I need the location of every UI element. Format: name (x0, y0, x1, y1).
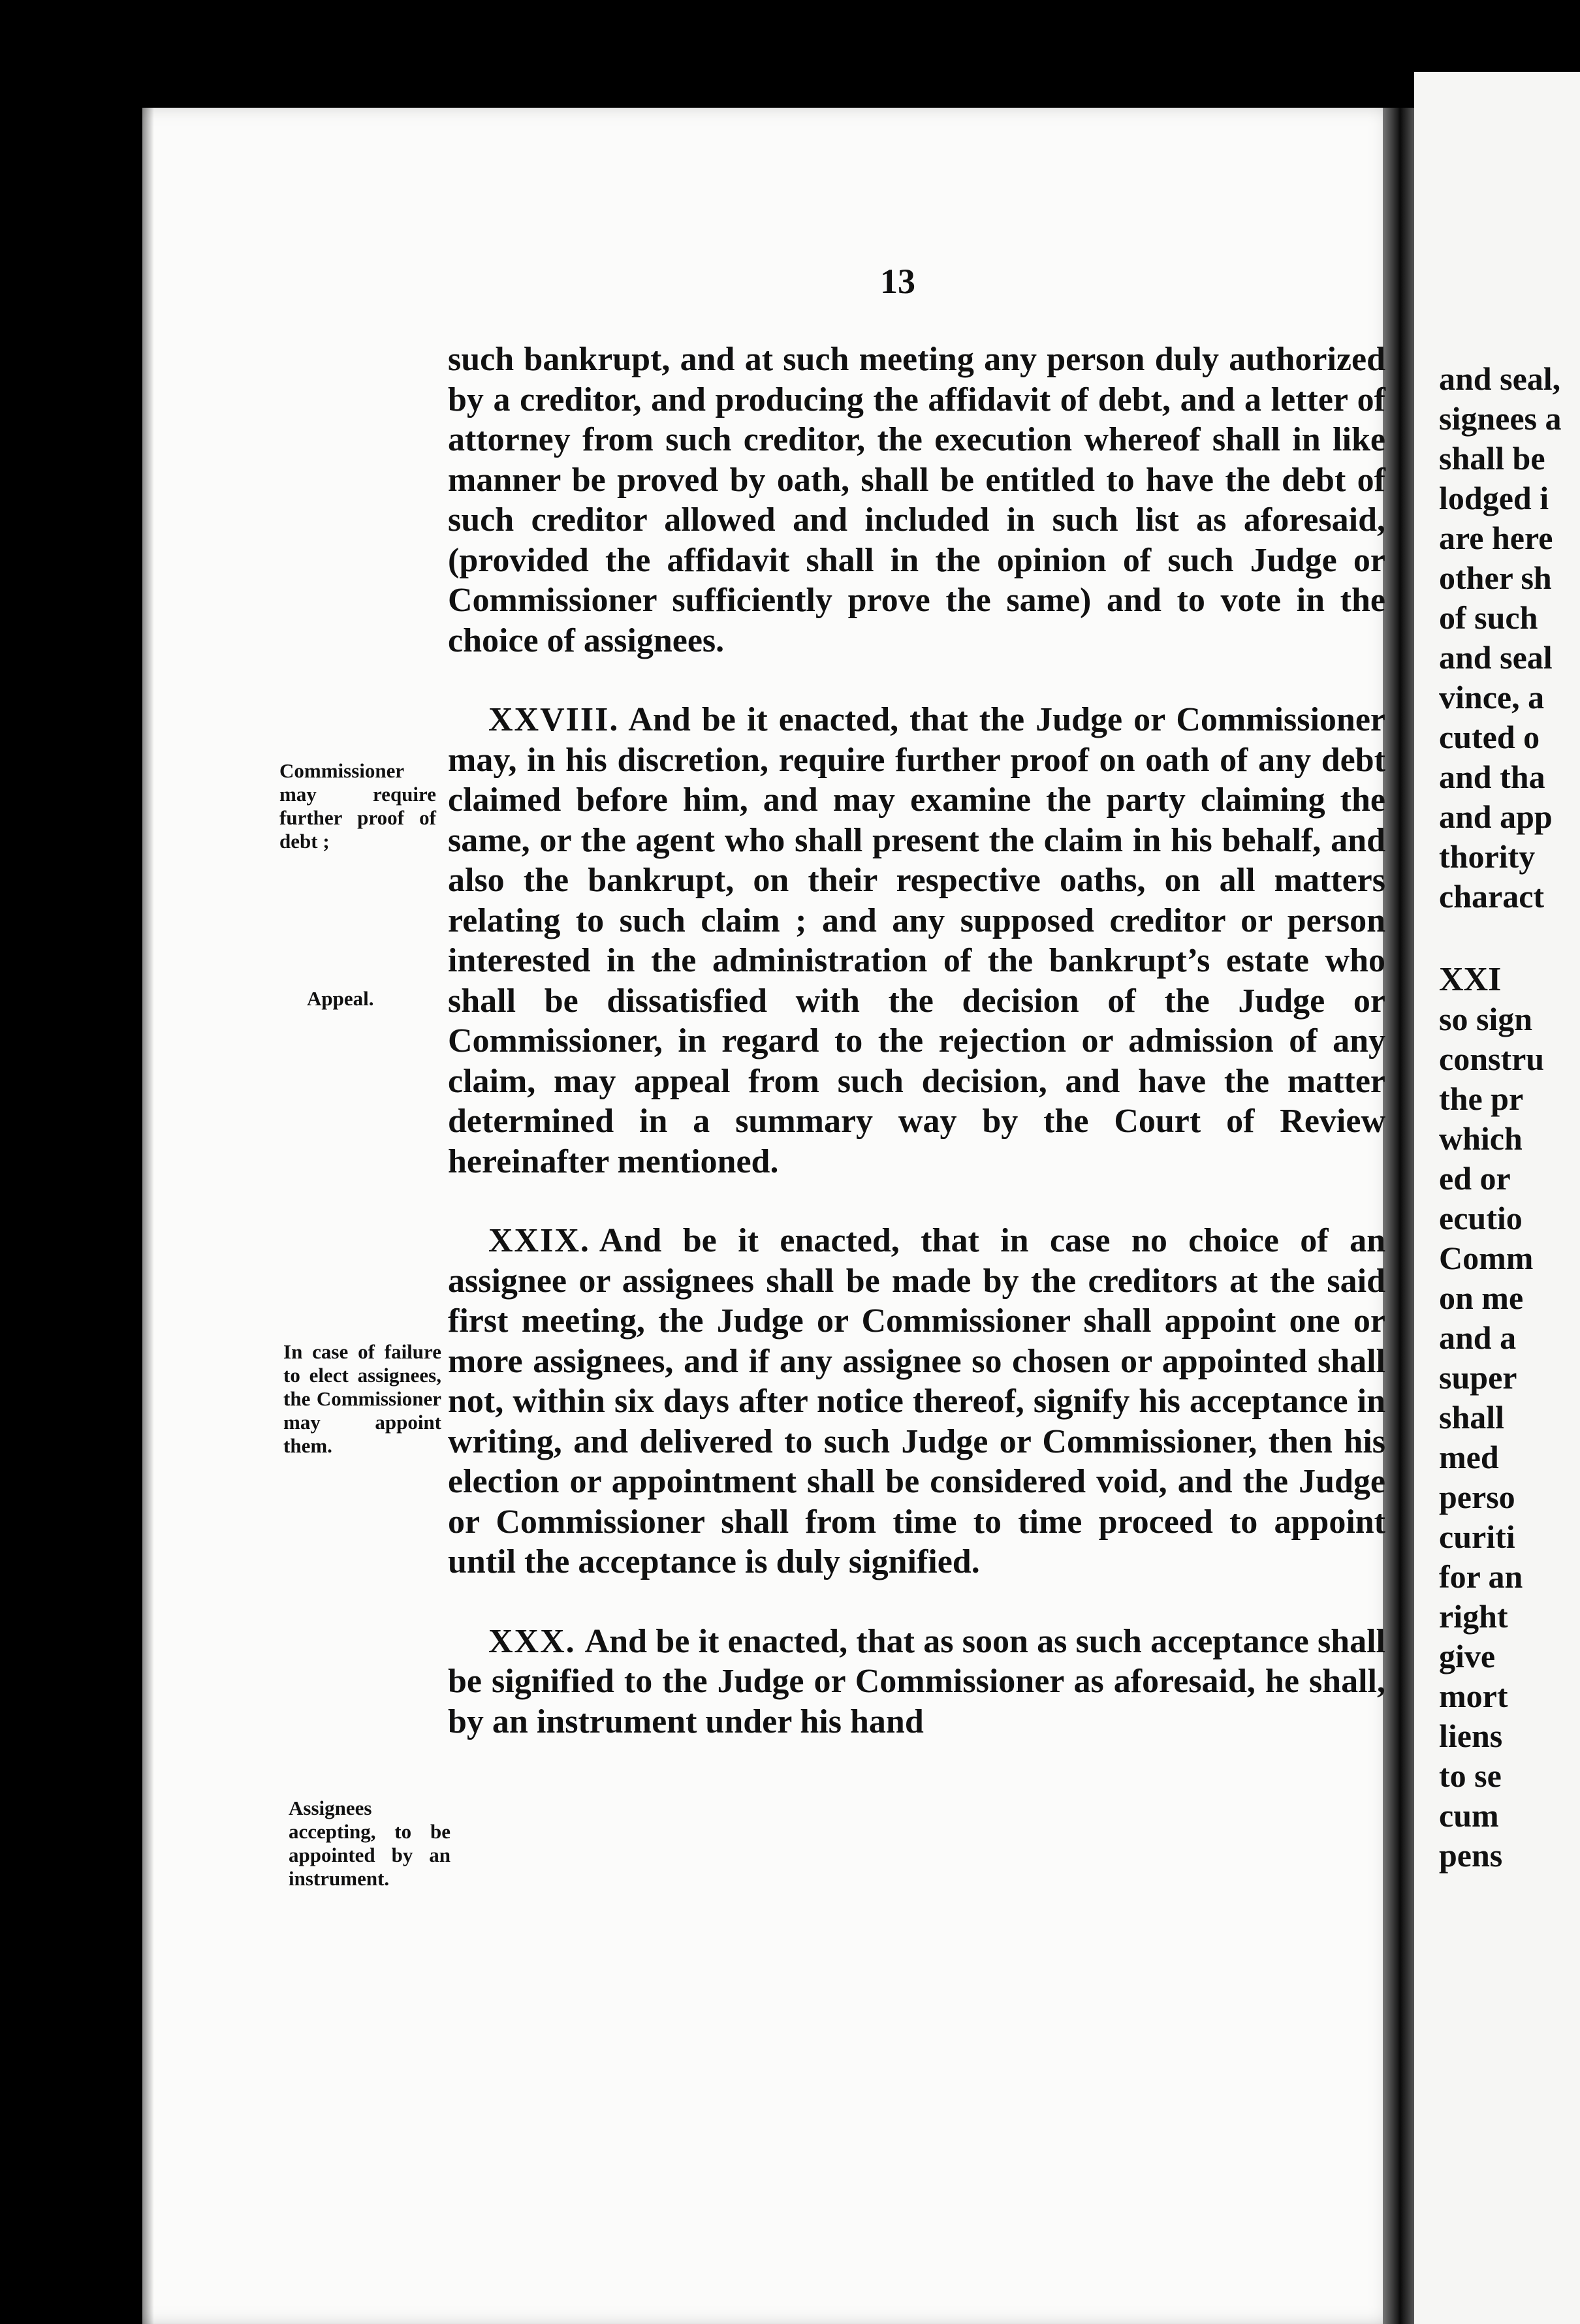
facing-page-line: mort (1439, 1678, 1508, 1714)
facing-page-line: of such (1439, 599, 1538, 636)
margin-note-further-proof: Commissioner may require further proof of debt ; (279, 759, 436, 853)
facing-page-text (1439, 359, 1580, 1876)
facing-page-line: right (1439, 1598, 1508, 1635)
facing-page-line: shall (1439, 1399, 1505, 1436)
facing-page-line: and a (1439, 1319, 1517, 1356)
facing-page-line: med (1439, 1439, 1499, 1475)
facing-page-line: cuted o (1439, 719, 1540, 755)
facing-page-line: vince, a (1439, 679, 1545, 715)
facing-page-line: and seal, (1439, 360, 1561, 397)
facing-page-line: shall be (1439, 440, 1545, 477)
section-number: XXX. (488, 1622, 576, 1660)
section-xxix (448, 1221, 1385, 1582)
facing-page-line: other sh (1439, 559, 1552, 596)
facing-page (1414, 72, 1580, 2324)
page-number: 13 (880, 262, 915, 301)
section-number: XXIX. (488, 1222, 590, 1259)
facing-page-line: XXI (1439, 961, 1502, 998)
margin-note-instrument: Assignees accepting, to be appointed by an instrument. (289, 1797, 450, 1890)
section-xxx (448, 1622, 1385, 1742)
facing-page-line: Comm (1439, 1240, 1534, 1276)
paragraph-text: And be it enacted, that as soon as such acceptance shall be signified to the Judge or Commissioner as aforesaid, he shall, by an instrument under his hand (448, 1622, 1385, 1740)
facing-page-line: super (1439, 1359, 1517, 1396)
margin-note-failure-to-elect: In case of failure to elect assignees, the Commissioner may appoint them. (283, 1340, 441, 1457)
facing-page-line: for an (1439, 1558, 1523, 1595)
facing-page-line: ed or (1439, 1160, 1511, 1197)
facing-page-line: and tha (1439, 759, 1545, 795)
facing-page-line: liens (1439, 1718, 1503, 1754)
facing-page-gap (1439, 917, 1580, 960)
body-text (448, 339, 1385, 1781)
facing-page-line: constru (1439, 1041, 1545, 1077)
section-xxviii (448, 700, 1385, 1182)
facing-page-line: give (1439, 1638, 1496, 1674)
facing-page-line: which (1439, 1120, 1523, 1157)
margin-note-appeal: Appeal. (307, 987, 374, 1010)
facing-page-line: ecutio (1439, 1200, 1523, 1236)
facing-page-line: so sign (1439, 1001, 1533, 1037)
facing-page-line: and app (1439, 798, 1553, 835)
facing-page-line: charact (1439, 878, 1545, 915)
facing-page-line: perso (1439, 1479, 1515, 1515)
section-number: XXVIII. (488, 701, 620, 738)
facing-page-line: are here (1439, 520, 1553, 556)
book-gutter (1383, 108, 1414, 2324)
paragraph-text: And be it enacted, that the Judge or Commissioner may, in his discretion, require further proof on oath of any debt claimed before him, and may examine the party claiming the same, or the agent who shall present the claim in his behalf, and also the bankrupt, on their respective oaths, on all matters relating to such claim ; and any supposed creditor or person interested in the administration of the bankrupt’s estate who shall be dissatisfied with the decision of the Judge or Commissioner, in regard to the rejection or admission of any claim, may appeal from such decision, and have the matter determined in a summary way by the Court of Review hereinafter mentioned. (448, 701, 1385, 1180)
facing-page-line: pens (1439, 1837, 1503, 1874)
facing-page-line: and seal (1439, 639, 1553, 676)
facing-page-line: lodged i (1439, 480, 1549, 516)
facing-page-line: thority (1439, 838, 1536, 875)
facing-page-line: the pr (1439, 1080, 1524, 1117)
facing-page-line: to se (1439, 1757, 1502, 1794)
facing-page-line: on me (1439, 1280, 1524, 1316)
facing-page-line: signees a (1439, 400, 1562, 437)
paragraph-continuation (448, 339, 1385, 661)
paragraph-text: And be it enacted, that in case no choice of an assignee or assignees shall be made by the creditors at the said first meeting, the Judge or Commissioner shall appoint one or more assignees, and if any assignee so chosen or appointed shall not, within six days after notice thereof, signify his acceptance in writing, and delivered to such Judge or Commissioner, then his election or appointment shall be considered void, and the Judge or Commissioner shall from time to time proceed to appoint until the acceptance is duly signified. (448, 1222, 1385, 1580)
facing-page-line: cum (1439, 1797, 1499, 1834)
facing-page-line: curiti (1439, 1518, 1515, 1555)
paragraph-text: such bankrupt, and at such meeting any person duly authorized by a creditor, and producing the affidavit of debt, and a letter of attorney from such creditor, the execution whereof shall in like manner be proved by oath, shall be entitled to have the debt of such creditor allowed and included in such list as aforesaid, (provided the affidavit shall in the opinion of such Judge or Commissioner sufficiently prove the same) and to vote in the choice of assignees. (448, 341, 1385, 659)
